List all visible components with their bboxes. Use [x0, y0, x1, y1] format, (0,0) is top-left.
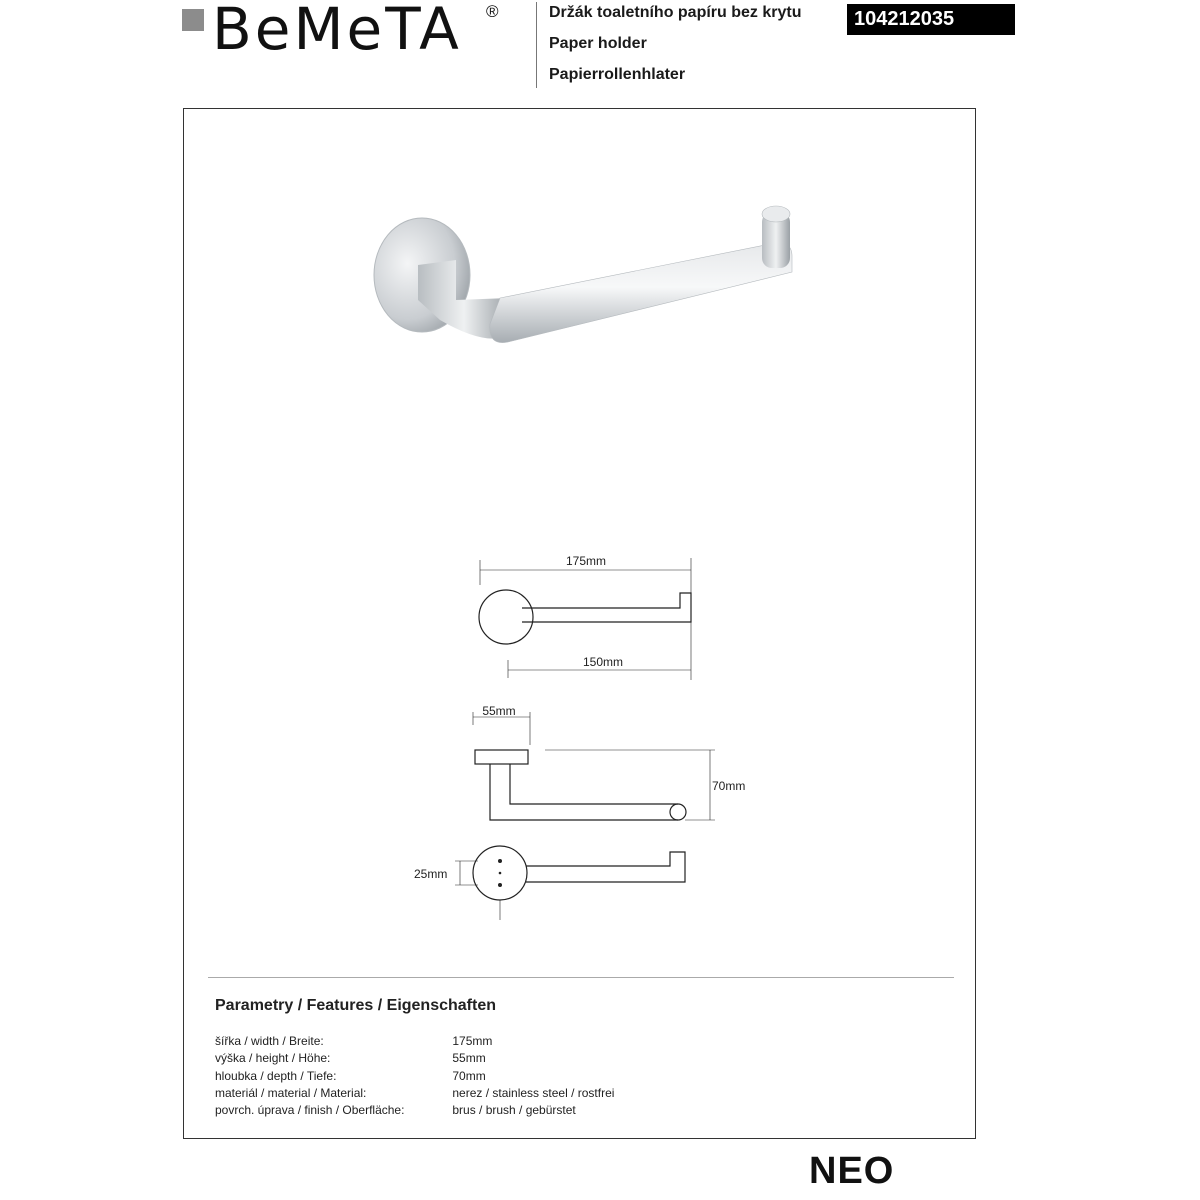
end-cap-shape: [762, 206, 790, 222]
bar-shape: [490, 242, 792, 343]
technical-drawing: [400, 540, 780, 940]
spec-label: materiál / material / Material:: [215, 1086, 367, 1100]
title-czech: Držák toaletního papíru bez krytu: [549, 4, 802, 21]
dim-width-total: 175mm: [565, 554, 607, 568]
spec-label: hloubka / depth / Tiefe:: [215, 1069, 337, 1083]
spec-row-depth: [215, 1069, 486, 1083]
features-heading: Parametry / Features / Eigenschaften: [215, 997, 496, 1014]
spec-row-material: [215, 1086, 614, 1100]
spec-row-height: [215, 1051, 486, 1065]
product-photo: [360, 200, 800, 360]
brand-logo: BeMeTA: [212, 0, 462, 63]
dim-rosette: 55mm: [482, 704, 516, 718]
spec-value: brus / brush / gebürstet: [452, 1103, 576, 1117]
dim-mount-spacing: 25mm: [414, 867, 448, 881]
spec-label: výška / height / Höhe:: [215, 1051, 331, 1065]
spec-row-width: [215, 1034, 492, 1048]
spec-value: nerez / stainless steel / rostfrei: [452, 1086, 615, 1100]
series-name: NEO: [809, 1150, 895, 1192]
spec-label: šířka / width / Breite:: [215, 1034, 324, 1048]
registered-mark: ®: [486, 2, 499, 21]
product-code: 104212035: [847, 4, 1015, 35]
dim-bar-length: 150mm: [582, 655, 624, 669]
header-divider: [536, 2, 537, 88]
dim-depth: 70mm: [712, 779, 746, 793]
spec-value: 70mm: [452, 1069, 486, 1083]
spec-value: 55mm: [452, 1051, 486, 1065]
title-german: Papierrollenhlater: [549, 66, 686, 83]
spec-label: povrch. úprava / finish / Oberfläche:: [215, 1103, 405, 1117]
spec-row-finish: [215, 1103, 576, 1117]
features-divider: [208, 977, 954, 978]
title-english: Paper holder: [549, 35, 647, 52]
logo-square: [182, 9, 204, 31]
spec-value: 175mm: [452, 1034, 493, 1048]
